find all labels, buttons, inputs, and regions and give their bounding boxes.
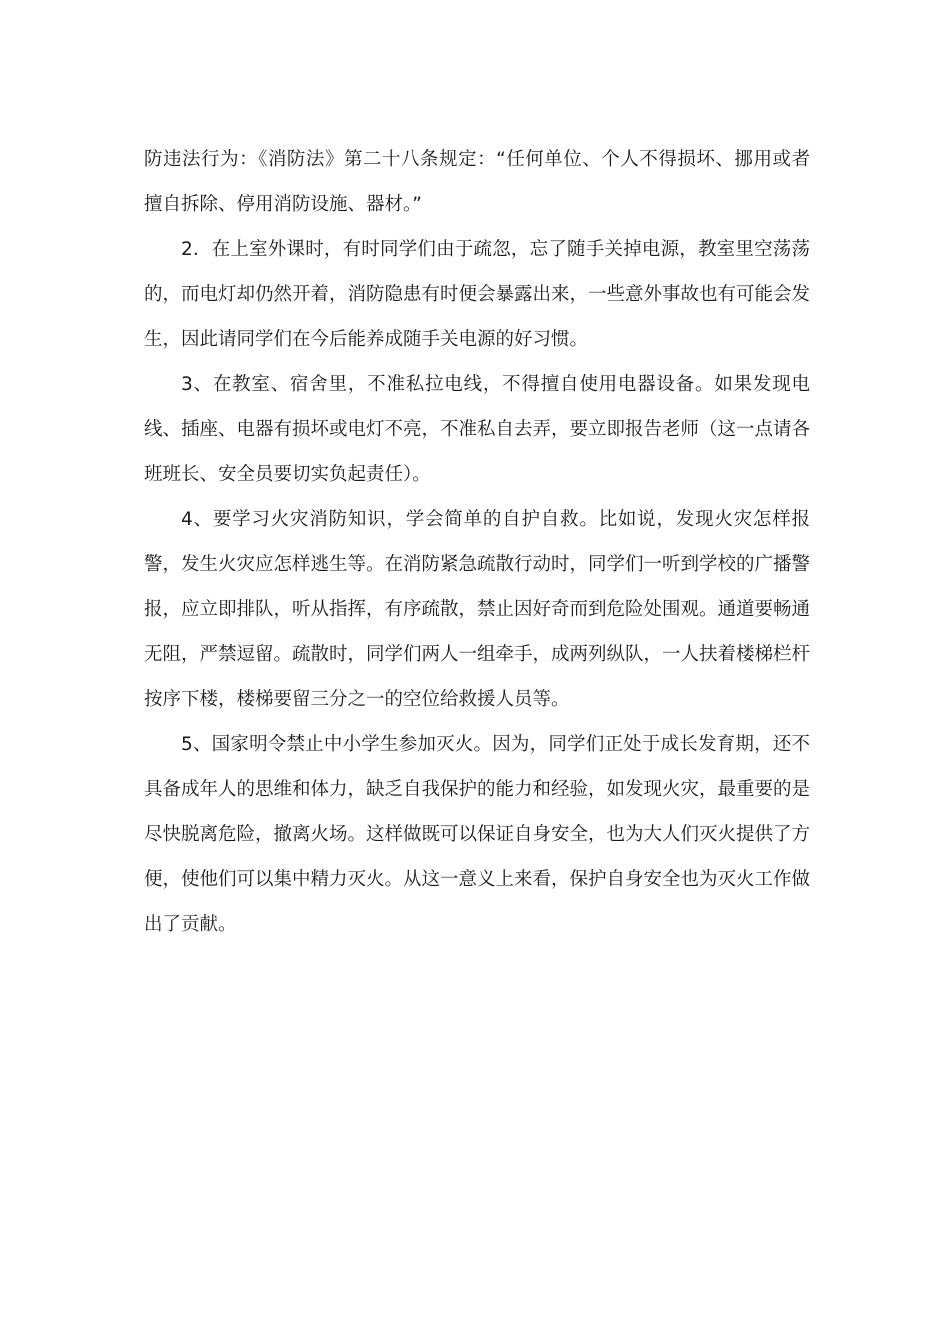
paragraph-item-5: 5、国家明令禁止中小学生参加灭火。因为，同学们正处于成长发育期，还不具备成年人的思维和体力，缺乏自我保护的能力和经验，如发现火灾，最重要的是尽快脱离危险，撤离火场。这样做既可以保证自身安全，也为大人们灭火提供了方便，使他们可以集中精力灭火。从这一意义上来看，保护自身安全也为灭火工作做出了贡献。 <box>144 734 811 935</box>
paragraph-item-2: 2．在上室外课时，有时同学们由于疏忽，忘了随手关掉电源，教室里空荡荡的，而电灯却仍然开着，消防隐患有时便会暴露出来，一些意外事故也有可能会发生，因此请同学们在今后能养成随手关电源的好习惯。 <box>144 239 811 350</box>
paragraph-item-4: 4、要学习火灾消防知识，学会简单的自护自救。比如说，发现火灾怎样报警，发生火灾应怎样逃生等。在消防紧急疏散行动时，同学们一听到学校的广播警报，应立即排队，听从指挥，有序疏散，禁止因好奇而到危险处围观。通道要畅通无阻，严禁逗留。疏散时，同学们两人一组牵手，成两列纵队，一人扶着楼梯栏杆按序下楼，楼梯要留三分之一的空位给救援人员等。 <box>144 509 811 710</box>
paragraph-item-3: 3、在教室、宿舍里，不准私拉电线，不得擅自使用电器设备。如果发现电线、插座、电器有损坏或电灯不亮，不准私自去弄，要立即报告老师（这一点请各班班长、安全员要切实负起责任）。 <box>144 374 811 485</box>
document-body <box>144 137 810 947</box>
paragraph-continuation: 防违法行为：《消防法》第二十八条规定：“任何单位、个人不得损坏、挪用或者擅自拆除、停用消防设施、器材。” <box>144 149 810 215</box>
